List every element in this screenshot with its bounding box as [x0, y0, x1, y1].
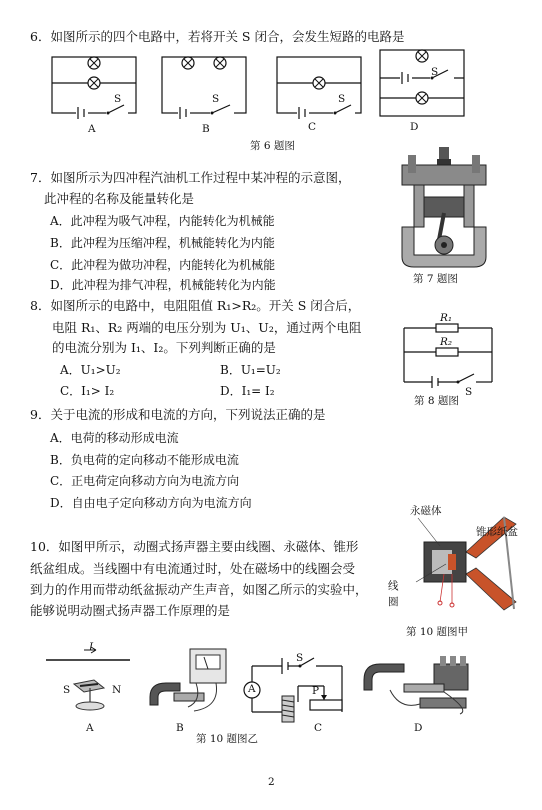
page-number: 2 [268, 776, 275, 788]
q10-magnet-label: 永磁体 [410, 505, 442, 517]
q8-circuit [398, 320, 498, 390]
q8-caption: 第 8 题图 [414, 395, 459, 407]
q6-label-b: B [202, 123, 210, 135]
q6-circuit-c [275, 55, 365, 117]
q6-circuit-a [50, 55, 140, 117]
q6-circuit-d [378, 48, 468, 118]
q6-switch-c-label: S [338, 93, 346, 105]
q9-option-d: D．自由电子定向移动方向为电流方向 [50, 496, 252, 510]
q8-option-a: A．U₁>U₂ [60, 363, 121, 377]
q7-option-d: D．此冲程为排气冲程，机械能转化为内能 [50, 278, 276, 292]
q7-stem-line1: 7．如图所示为四冲程汽油机工作过程中某冲程的示意图， [30, 170, 351, 185]
q8-switch-label: S [465, 386, 473, 398]
q10-figure-b [146, 645, 232, 717]
q8-stem-line1: 8．如图所示的电路中，电阻阻值 R₁>R₂。开关 S 闭合后， [30, 298, 361, 313]
q10-compass-north: N [112, 684, 122, 696]
q8-option-c: C．I₁> I₂ [60, 384, 115, 398]
q9-option-c: C．正电荷定向移动方向为电流方向 [50, 474, 240, 488]
q7-caption: 第 7 题图 [413, 273, 458, 285]
q9-option-b: B．负电荷的定向移动不能形成电流 [50, 453, 239, 467]
q6-stem: 6．如图所示的四个电路中，若将开关 S 闭合，会发生短路的电路是 [30, 29, 405, 44]
q7-option-c: C．此冲程为做功冲程，内能转化为机械能 [50, 258, 276, 272]
q8-option-d: D．I₁= I₂ [220, 384, 275, 398]
q10-cone-label: 锥形纸盆 [476, 526, 518, 538]
q10-figure-c-switch-label: S [296, 652, 304, 664]
q6-label-d: D [410, 121, 419, 133]
q6-circuit-b [160, 55, 250, 117]
q7-option-a: A．此冲程为吸气冲程，内能转化为机械能 [50, 214, 275, 228]
q7-option-b: B．此冲程为压缩冲程，机械能转化为内能 [50, 236, 275, 250]
q10-compass-south: S [63, 684, 71, 696]
q8-stem-line2: 电阻 R₁、R₂ 两端的电压分别为 U₁、U₂，通过两个电阻 [52, 320, 362, 335]
q7-engine-diagram [394, 145, 496, 270]
q10-stem-line2: 纸盆组成。当线圈中有电流通过时，处在磁场中的线圈会受 [30, 561, 356, 576]
q9-stem: 9．关于电流的形成和电流的方向，下列说法正确的是 [30, 407, 326, 422]
q10-coil-label-2: 圈 [388, 596, 399, 608]
q10-coil-label-1: 线 [388, 580, 399, 592]
q8-r2-label: R₂ [440, 336, 453, 348]
q8-stem-line3: 的电流分别为 I₁、I₂。下列判断正确的是 [52, 340, 276, 355]
q10-ammeter-label: A [248, 683, 256, 695]
q6-label-c: C [308, 121, 317, 133]
q10-p-label: P [312, 685, 320, 697]
q9-option-a: A．电荷的移动形成电流 [50, 431, 179, 445]
q10-label-d: D [414, 722, 423, 734]
q8-option-b: B．U₁=U₂ [220, 363, 281, 377]
q10-label-c: C [314, 722, 323, 734]
q6-label-a: A [88, 123, 96, 135]
q10-figure-d [360, 650, 490, 722]
q10-label-b: B [176, 722, 184, 734]
q8-r1-label: R₁ [440, 312, 453, 324]
q10-current-label: I [89, 641, 94, 653]
q10-stem-line1: 10．如图甲所示，动圈式扬声器主要由线圈、永磁体、锥形 [30, 539, 359, 554]
q6-switch-d-label: S [431, 66, 439, 78]
q7-stem-line2: 此冲程的名称及能量转化是 [44, 191, 195, 206]
q10-stem-line4: 能够说明动圈式扬声器工作原理的是 [30, 603, 231, 618]
q10-stem-line3: 到力的作用而带动纸盆振动产生声音，如图乙所示的实验中， [30, 582, 368, 597]
q10-caption-jia: 第 10 题图甲 [406, 626, 469, 638]
q10-label-a: A [86, 722, 94, 734]
q6-switch-a-label: S [114, 93, 122, 105]
q6-switch-b-label: S [212, 93, 220, 105]
q6-caption: 第 6 题图 [250, 140, 295, 152]
q10-caption-yi: 第 10 题图乙 [196, 733, 259, 745]
